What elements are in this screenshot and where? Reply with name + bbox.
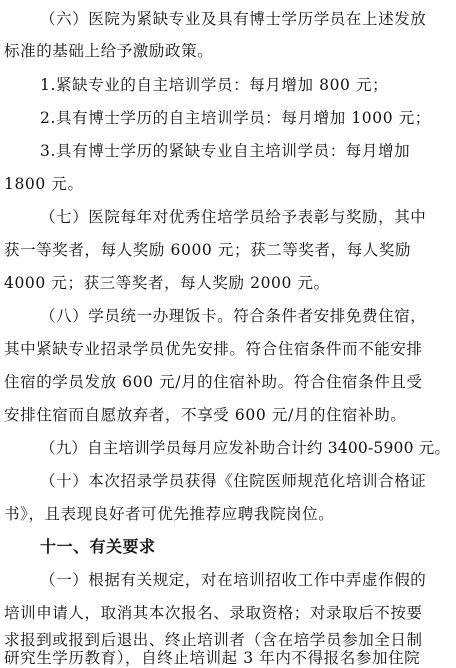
paragraph-10-line-2: 书》，且表现良好者可优先推荐应聘我院岗位。 xyxy=(4,505,335,523)
item-3-line-2: 1800 元。 xyxy=(4,175,84,193)
paragraph-8-line-4: 安排住宿而自愿放弃者，不享受 600 元/月的住宿补助。 xyxy=(4,406,407,424)
item-3-line-1: 3.具有博士学历的紧缺专业自主培训学员：每月增加 xyxy=(40,142,411,160)
paragraph-8-line-3: 住宿的学员发放 600 元/月的住宿补助。符合住宿条件且受 xyxy=(4,373,423,391)
paragraph-7-line-1: （七）医院每年对优秀住培学员给予表彰与奖励，其中 xyxy=(40,208,427,226)
section-heading-11: 十一、有关要求 xyxy=(40,537,156,556)
paragraph-9-line: （九）自主培训学员每月应发补助合计约 3400-5900 元。 xyxy=(40,439,451,457)
requirement-1-line-4: 研究生学历教育），自终止培训起 3 年内不得报名参加住院 xyxy=(4,649,421,667)
paragraph-10-line-1: （十）本次招录学员获得《住院医师规范化培训合格证 xyxy=(40,472,427,490)
paragraph-6-line-1: （六）医院为紧缺专业及具有博士学历学员在上述发放 xyxy=(40,10,427,28)
item-2-line: 2.具有博士学历的自主培训学员：每月增加 1000 元； xyxy=(40,109,431,127)
paragraph-6-line-2: 标准的基础上给予激励政策。 xyxy=(4,42,214,60)
requirement-1-line-2: 培训申请人，取消其本次报名、录取资格；对录取后不按要 xyxy=(4,604,423,622)
requirement-1-line-1: （一）根据有关规定，对在培训招收工作中弄虚作假的 xyxy=(40,571,427,589)
paragraph-8-line-1: （八）学员统一办理饭卡。符合条件者安排免费住宿， xyxy=(40,307,427,325)
requirement-1-line-3: 求报到或报到后退出、终止培训者（含在培学员参加全日制 xyxy=(4,631,423,649)
paragraph-8-line-2: 其中紧缺专业招录学员优先安排。符合住宿条件而不能安排 xyxy=(4,340,423,358)
item-1-line: 1.紧缺专业的自主培训学员：每月增加 800 元； xyxy=(40,76,389,94)
paragraph-7-line-3: 4000 元；获三等奖者，每人奖励 2000 元。 xyxy=(4,274,330,292)
paragraph-7-line-2: 获一等奖者，每人奖励 6000 元；获二等奖者，每人奖励 xyxy=(4,241,412,259)
